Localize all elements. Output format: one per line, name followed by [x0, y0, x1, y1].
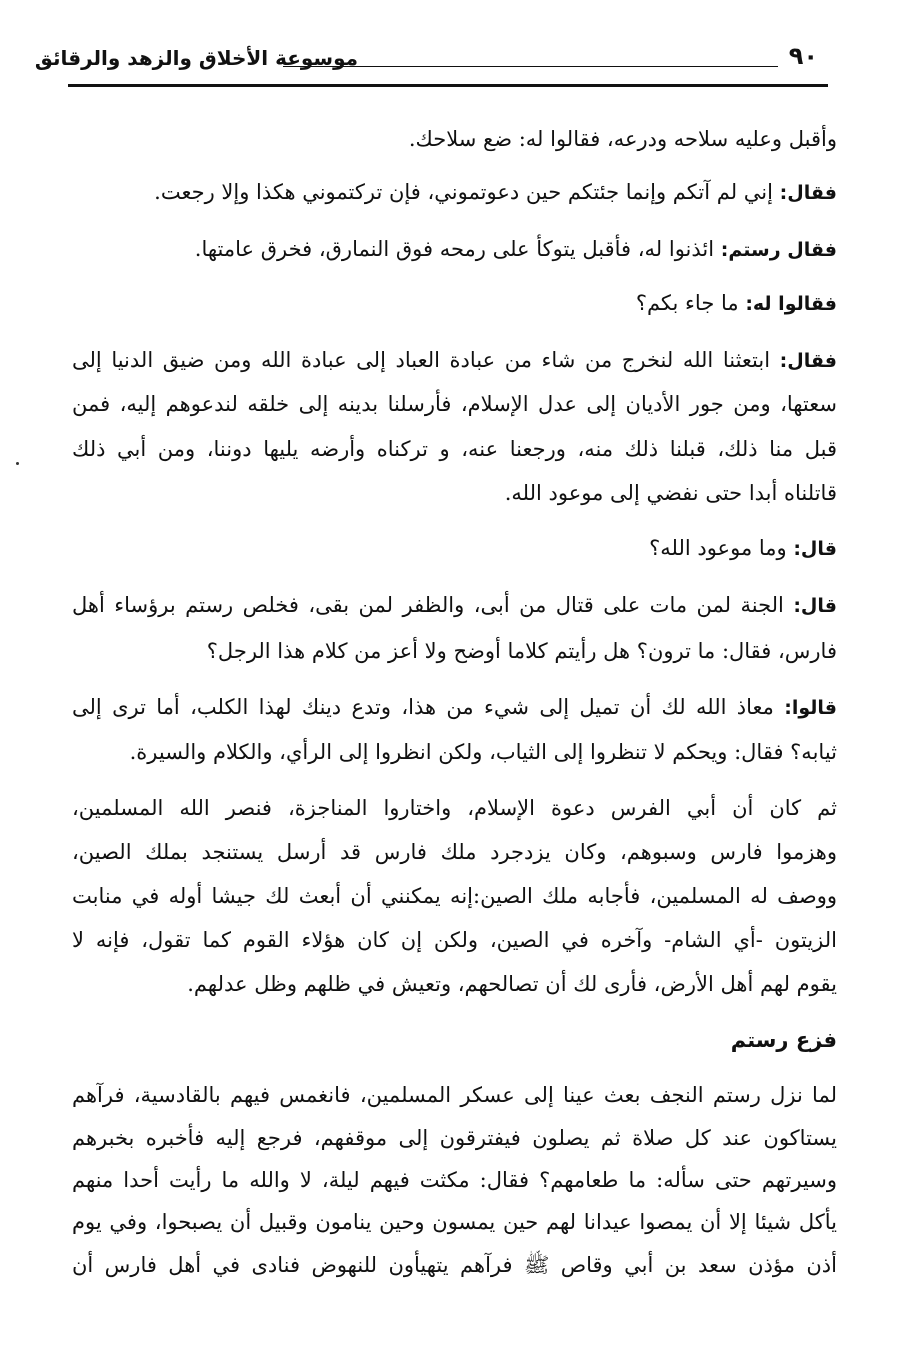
- paragraph-line: لما نزل رستم النجف بعث عينا إلى عسكر المسلمين، فانغمس فيهم بالقادسية، فرآهم: [72, 1083, 837, 1107]
- paragraph-line: وأقبل وعليه سلاحه ودرعه، فقالوا له: ضع سلاحك.: [408, 127, 837, 151]
- paragraph-line: أذن مؤذن سعد بن أبي وقاص ﷺ فرآهم يتهيأون للنهوض فنادى في أهل فارس أن: [72, 1253, 837, 1277]
- paragraph-line: ثم كان أن أبي الفرس دعوة الإسلام، واختاروا المناجزة، فنصر الله المسلمين،: [72, 796, 837, 820]
- speaker-label: قالوا:: [784, 697, 837, 719]
- speaker-label: قال:: [793, 595, 837, 617]
- paragraph-line: يأكل شيئا إلا أن يمصوا عيدانا لهم حين يمسون وحين ينامون وقبيل أن يصبحوا، وفي يوم: [72, 1210, 837, 1234]
- paragraph-line: قالوا: معاذ الله لك أن تميل إلى شيء من هذا، وتدع دينك لهذا الكلب، أما ترى إلى: [72, 695, 837, 719]
- paragraph-line: فقال: ابتعثنا الله لنخرج من شاء من عبادة العباد إلى عبادة الله ومن ضيق الدنيا إلى: [72, 348, 837, 372]
- speaker-label: فقال رستم:: [720, 239, 837, 261]
- paragraph-line: سعتها، ومن جور الأديان إلى عدل الإسلام، فأرسلنا بدينه إلى خلقه لندعوهم إليه، فمن: [72, 392, 837, 416]
- paragraph-line: يقوم لهم أهل الأرض، فأرى لك أن تصالحهم، وتعيش في ظلهم وظل عدلهم.: [187, 972, 837, 996]
- paragraph-line: فقالوا له: ما جاء بكم؟: [635, 291, 837, 315]
- paragraph-line: قاتلناه أبدا حتى نفضي إلى موعود الله.: [504, 481, 837, 505]
- paragraph-line: الزيتون -أي الشام- وآخره في الصين، ولكن إن كان هؤلاء القوم كما تقول، فإنه لا: [72, 928, 837, 952]
- paragraph-line: وهزموا فارس وسبوهم، وكان يزدجرد ملك فارس قد أرسل يستنجد بملك الصين،: [72, 840, 837, 864]
- section-heading: فزع رستم: [730, 1028, 837, 1052]
- paragraph-line: فارس، فقال: ما ترون؟ هل رأيتم كلاما أوضح ولا أعز من كلام هذا الرجل؟: [206, 639, 837, 663]
- paragraph-line: ووصف له المسلمين، فأجابه ملك الصين:إنه يمكنني أن أبعث لك جيشا أوله في منابت: [72, 884, 837, 908]
- paragraph-line: قبل منا ذلك، قبلنا ذلك منه، ورجعنا عنه، و تركناه وأرضه يليها دوننا، ومن أبي ذلك: [72, 437, 837, 461]
- speaker-label: قال:: [793, 538, 837, 560]
- paragraph-line: يستاكون عند كل صلاة ثم يصلون فيفترقون إلى موقفهم، فرجع إليه فأخبره بخبرهم: [72, 1126, 837, 1150]
- paragraph-line: فقال رستم: ائذنوا له، فأقبل يتوكأ على رمحه فوق النمارق، فخرق عامتها.: [194, 237, 837, 261]
- paragraph-line: ثيابه؟ فقال: ويحكم لا تنظروا إلى الثياب، ولكن انظروا إلى الرأي، والكلام والسيرة.: [129, 740, 837, 764]
- paragraph-line: قال: وما موعود الله؟: [649, 536, 837, 560]
- speaker-label: فقال:: [779, 350, 837, 372]
- paragraph-line: قال: الجنة لمن مات على قتال من أبى، والظفر لمن بقى، فخلص رستم برؤساء أهل: [72, 593, 837, 617]
- scan-speck: [16, 462, 19, 465]
- page-number: ٩٠: [788, 42, 818, 70]
- speaker-label: فقالوا له:: [745, 293, 837, 315]
- paragraph-line: وسيرتهم حتى سأله: ما طعامهم؟ فقال: مكثت فيهم ليلة، لا والله ما رأيت أحدا منهم: [72, 1168, 837, 1192]
- paragraph-line: فقال: إني لم آتكم وإنما جئتكم حين دعوتموني، فإن تركتموني هكذا وإلا رجعت.: [154, 180, 837, 204]
- page-header: [34, 42, 828, 86]
- header-divider-thick: [68, 84, 828, 87]
- speaker-label: فقال:: [779, 182, 837, 204]
- book-title: موسوعة الأخلاق والزهد والرقائق: [34, 46, 358, 70]
